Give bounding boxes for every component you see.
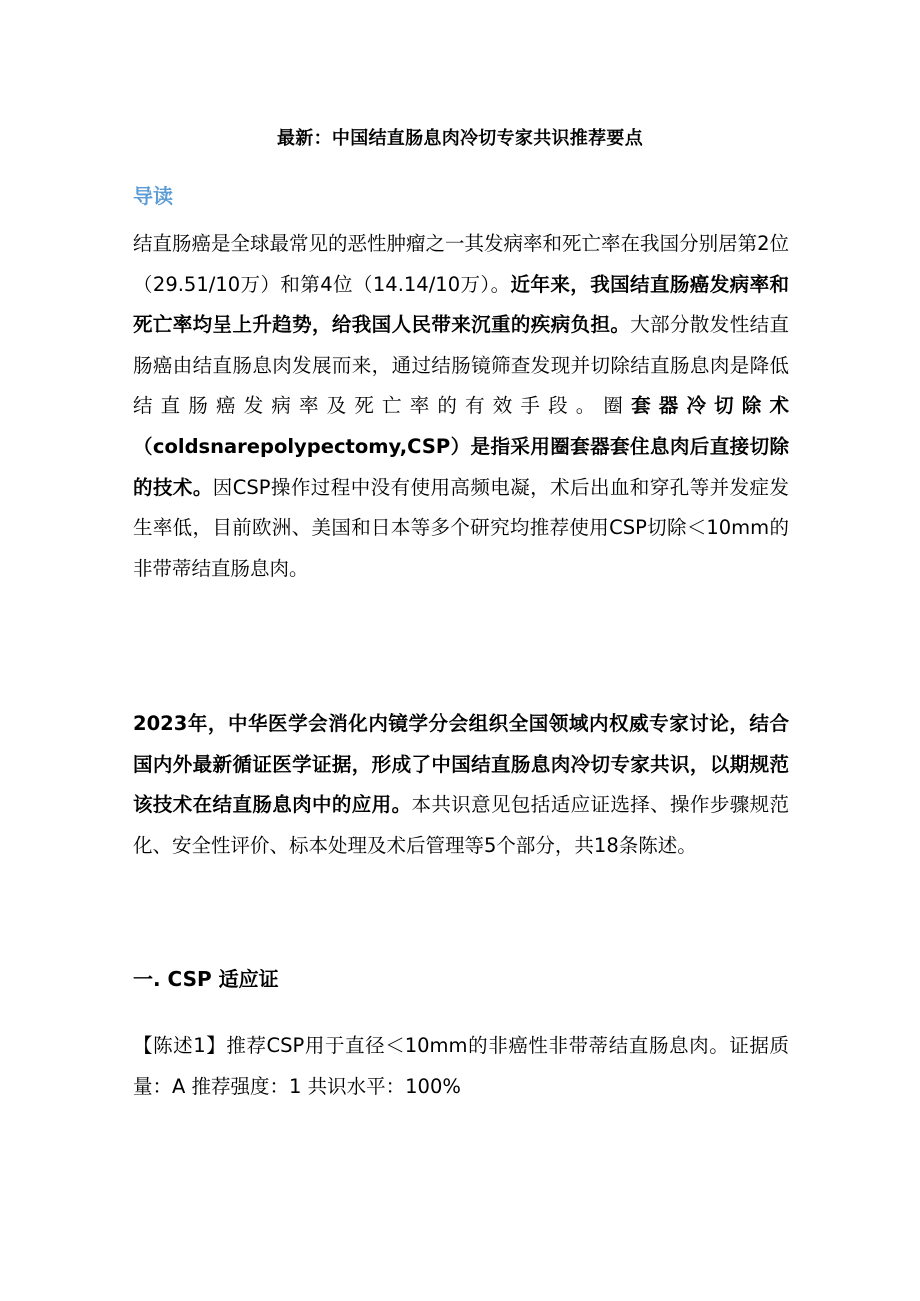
statement-1-paragraph: 【陈述1】推荐CSP用于直径＜10mm的非癌性非带蒂结直肠息肉。证据质量：A 推荐强度：1 共识水平：100% <box>133 1034 789 1098</box>
section-label-intro: 导读 <box>133 184 173 208</box>
intro-sentence-3: 大部分散发性结直肠癌由结直肠息肉发展而来，通过结肠镜筛查发现并切除结直肠息肉是降低结直肠癌发病率及死亡率的有效手段。圈 <box>133 313 789 418</box>
consensus-paragraph <box>133 704 789 866</box>
intro-sentence-4-bold: 套器冷切除术（coldsnarepolypectomy,CSP）是指采用圈套器套住息肉后直接切除的技术。 <box>133 394 789 499</box>
consensus-sentence-1-bold: 2023年，中华医学会消化内镜学分会组织全国领域内权威专家讨论，结合国内外最新循证医学证据，形成了中国结直肠息肉冷切专家共识，以期规范该技术在结直肠息肉中的应用。 <box>133 712 789 817</box>
consensus-sentence-2: 本共识意见包括适应证选择、操作步骤规范化、安全性评价、标本处理及术后管理等5个部分，共18条陈述。 <box>133 793 789 857</box>
document-title: 最新：中国结直肠息肉冷切专家共识推荐要点 <box>277 128 643 149</box>
section-1-heading: 一. CSP 适应证 <box>133 967 279 991</box>
intro-sentence-5: 因CSP操作过程中没有使用高频电凝，术后出血和穿孔等并发症发生率低，目前欧洲、美国和日本等多个研究均推荐使用CSP切除＜10mm的非带蒂结直肠息肉。 <box>133 475 789 580</box>
intro-sentence-2-bold: 近年来，我国结直肠癌发病率和死亡率均呈上升趋势，给我国人民带来沉重的疾病负担。 <box>133 272 789 337</box>
intro-sentence-1: 结直肠癌是全球最常见的恶性肿瘤之一其发病率和死亡率在我国分别居第2位（29.51/10万）和第4位（14.14/10万）。 <box>133 232 789 296</box>
intro-paragraph <box>133 224 789 589</box>
